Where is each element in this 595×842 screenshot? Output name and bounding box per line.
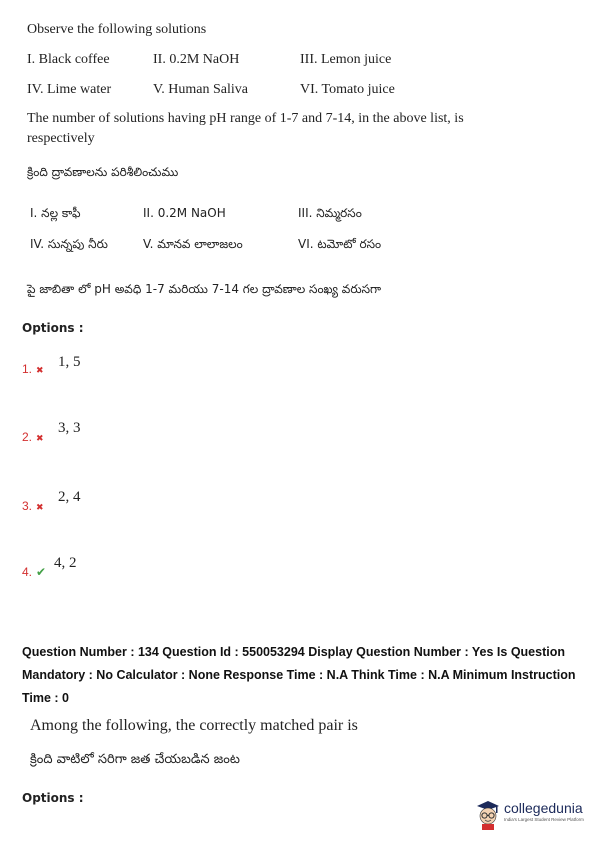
solution-item: VI. Tomato juice [300, 82, 395, 97]
collegedunia-logo[interactable] [474, 798, 590, 830]
option-row[interactable] [22, 563, 46, 581]
telugu-stem: పై జాబితా లో pH అవధి 1-7 మరియు 7-14 గల ద్రావణాల సంఖ్య వరుసగా [27, 282, 382, 296]
solution-item: II. 0.2M NaOH [153, 52, 240, 67]
telugu-solution-item: II. 0.2M NaOH [143, 206, 226, 220]
question-stem-continued: respectively [27, 131, 95, 146]
cross-icon: ✖ [36, 366, 44, 376]
mascot-icon [474, 798, 502, 830]
solution-item: V. Human Saliva [153, 82, 249, 97]
question-instruction: Observe the following solutions [27, 22, 207, 37]
check-icon: ✔ [36, 565, 47, 579]
telugu-solution-item: VI. టమోటో రసం [298, 237, 382, 251]
telugu-solution-item: I. నల్ల కాఫీ [30, 206, 81, 220]
option-number: 3. [22, 499, 33, 513]
telugu-solution-item: III. నిమ్మరసం [298, 206, 362, 220]
option-value[interactable]: 3, 3 [58, 420, 81, 436]
options-label: Options : [22, 321, 84, 335]
option-number: 2. [22, 430, 33, 444]
telugu-stem: క్రింది వాటిలో సరిగా జత చేయబడిన జంట [30, 752, 240, 767]
option-value[interactable]: 2, 4 [58, 489, 81, 505]
telugu-solution-item: IV. సున్నపు నీరు [30, 237, 108, 251]
question-stem: The number of solutions having pH range of 1-7 and 7-14, in the above list, is [27, 111, 464, 126]
solution-item: III. Lemon juice [300, 52, 392, 67]
option-number: 1. [22, 362, 33, 376]
option-row[interactable] [22, 497, 44, 515]
question-meta: Question Number : 134 Question Id : 550053294 Display Question Number : Yes Is Question [22, 645, 565, 659]
option-number: 4. [22, 565, 33, 579]
cross-icon: ✖ [36, 503, 44, 513]
option-value[interactable]: 4, 2 [54, 555, 77, 571]
brand-tagline: India's Largest Student Review Platform [504, 817, 584, 822]
solution-item: IV. Lime water [27, 82, 112, 97]
options-label: Options : [22, 791, 84, 805]
telugu-instruction: క్రింది ద్రావణాలను పరిశీలించుము [27, 165, 179, 179]
option-row[interactable] [22, 428, 44, 446]
cross-icon: ✖ [36, 434, 44, 444]
option-value[interactable]: 1, 5 [58, 354, 81, 370]
solution-item: I. Black coffee [27, 52, 110, 67]
question-stem: Among the following, the correctly matched pair is [30, 717, 358, 734]
question-meta: Mandatory : No Calculator : None Response Time : N.A Think Time : N.A Minimum Instruction [22, 668, 576, 682]
brand-name: collegedunia [504, 800, 583, 816]
telugu-solution-item: V. మానవ లాలాజలం [143, 237, 243, 251]
question-meta: Time : 0 [22, 691, 70, 705]
option-row[interactable] [22, 360, 44, 378]
